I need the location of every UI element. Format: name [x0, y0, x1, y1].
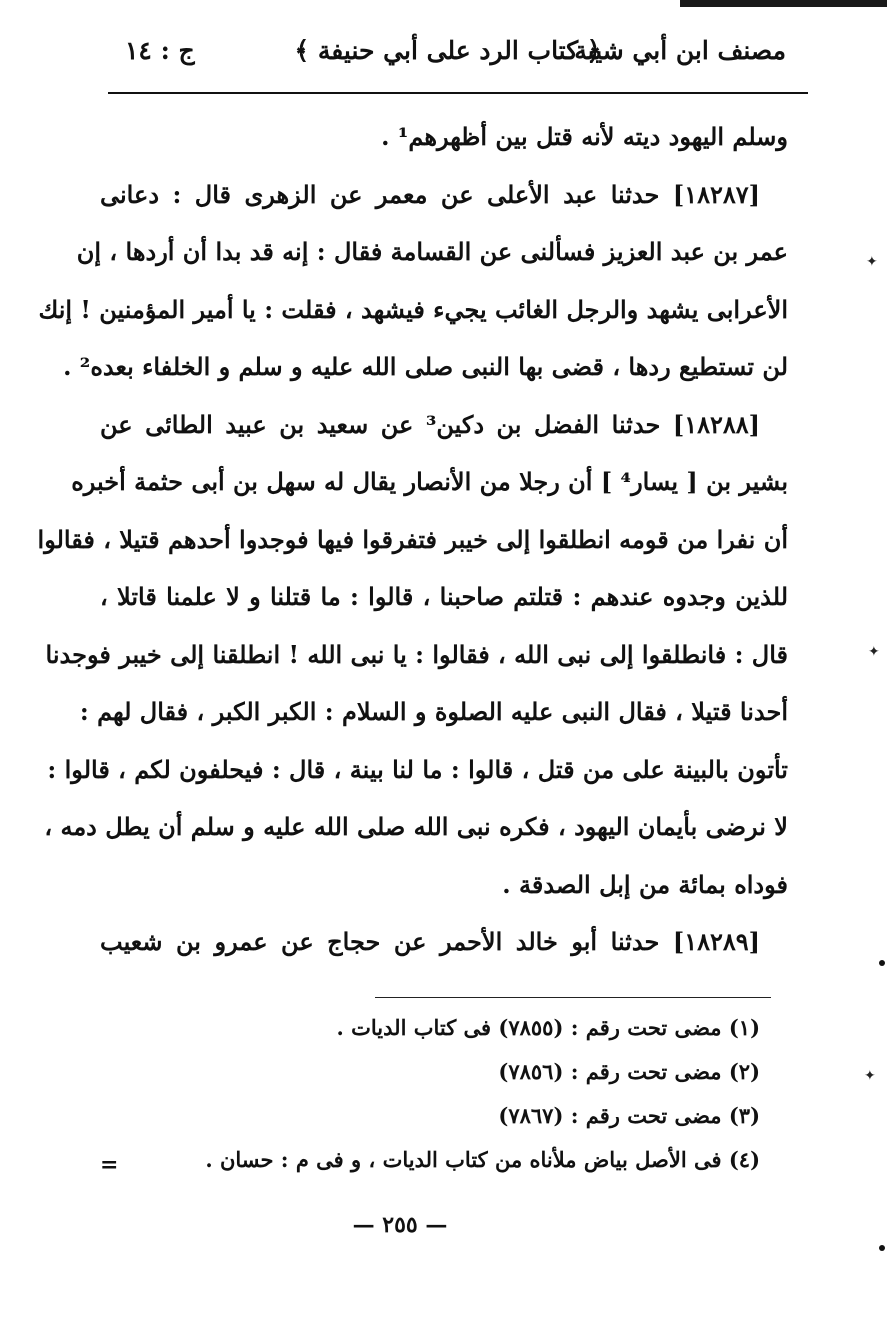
text-line: وسلم اليهود ديته لأنه قتل بين أظهرهم¹ . — [381, 122, 788, 151]
hadith-18288-start: [١٨٢٨٨] حدثنا الفضل بن دكين³ عن سعيد بن عبيد الطائى عن — [100, 409, 760, 439]
volume-number: ج : ١٤ — [125, 36, 195, 65]
page-number: — ٢٥٥ — — [352, 1212, 448, 1238]
footnotes — [100, 1006, 760, 1182]
text-line: لن تستطيع ردها ، قضى بها النبى صلى الله عليه و سلم و الخلفاء بعده² . — [63, 352, 788, 381]
footnote-1: (١) مضى تحت رقم : (٧٨٥٥) فى كتاب الديات . — [336, 1015, 760, 1040]
header-rule — [108, 92, 808, 94]
margin-cross-icon: ✦ — [864, 1068, 876, 1084]
text-line: بشير بن [ يسار⁴ ] أن رجلا من الأنصار يقال له سهل بن أبى حثمة أخبره — [71, 467, 788, 496]
body-text — [37, 108, 788, 971]
margin-dot — [879, 960, 885, 966]
margin-cross-icon: ✦ — [866, 254, 878, 270]
text-line: الأعرابى يشهد والرجل الغائب يجيء فيشهد ، فقلت : يا أمير المؤمنين ! إنك — [38, 294, 788, 324]
text-line: فوداه بمائة من إبل الصدقة . — [502, 869, 788, 899]
footnote-3: (٣) مضى تحت رقم : (٧٨٦٧) — [498, 1103, 760, 1128]
section-title: ﴿ كتاب الرد على أبي حنيفة ﴾ — [294, 36, 602, 65]
continuation-mark: = — [100, 1152, 119, 1178]
text-line: أحدنا قتيلا ، فقال النبى عليه الصلوة و السلام : الكبر الكبر ، فقال لهم : — [79, 697, 788, 726]
text-line: أن نفرا من قومه انطلقوا إلى خيبر فتفرقوا فيها فوجدوا أحدهم قتيلا ، فقالوا — [37, 524, 788, 554]
text-line: قال : فانطلقوا إلى نبى الله ، فقالوا : يا نبى الله ! انطلقنا إلى خيبر فوجدنا — [45, 639, 788, 669]
text-line: للذين وجدوه عندهم : قتلتم صاحبنا ، قالوا : ما قتلنا و لا علمنا قاتلا ، — [100, 582, 788, 611]
book-title: مصنف ابن أبي شيبة — [574, 36, 786, 65]
running-header — [110, 36, 786, 90]
footnote-4: (٤) فى الأصل بياض ملأناه من كتاب الديات ، و فى م : حسان . — [205, 1147, 760, 1172]
scan-edge-artifact — [680, 0, 887, 7]
footnote-rule — [375, 997, 771, 998]
text-line: لا نرضى بأيمان اليهود ، فكره نبى الله صلى الله عليه و سلم أن يطل دمه ، — [44, 812, 788, 841]
margin-cross-icon: ✦ — [868, 644, 880, 660]
hadith-18289-start: [١٨٢٨٩] حدثنا أبو خالد الأحمر عن حجاج عن عمرو بن شعيب — [100, 927, 760, 956]
text-line: تأتون بالبينة على من قتل ، قالوا : ما لنا بينة ، قال : فيحلفون لكم ، قالوا : — [47, 754, 788, 784]
margin-dot — [879, 1245, 885, 1251]
footnote-2: (٢) مضى تحت رقم : (٧٨٥٦) — [498, 1059, 760, 1084]
text-line: عمر بن عبد العزيز فسألنى عن القسامة فقال : إنه قد بدا أن أردها ، إن — [76, 237, 788, 266]
hadith-18287-start: [١٨٢٨٧] حدثنا عبد الأعلى عن معمر عن الزهرى قال : دعانى — [100, 179, 760, 209]
